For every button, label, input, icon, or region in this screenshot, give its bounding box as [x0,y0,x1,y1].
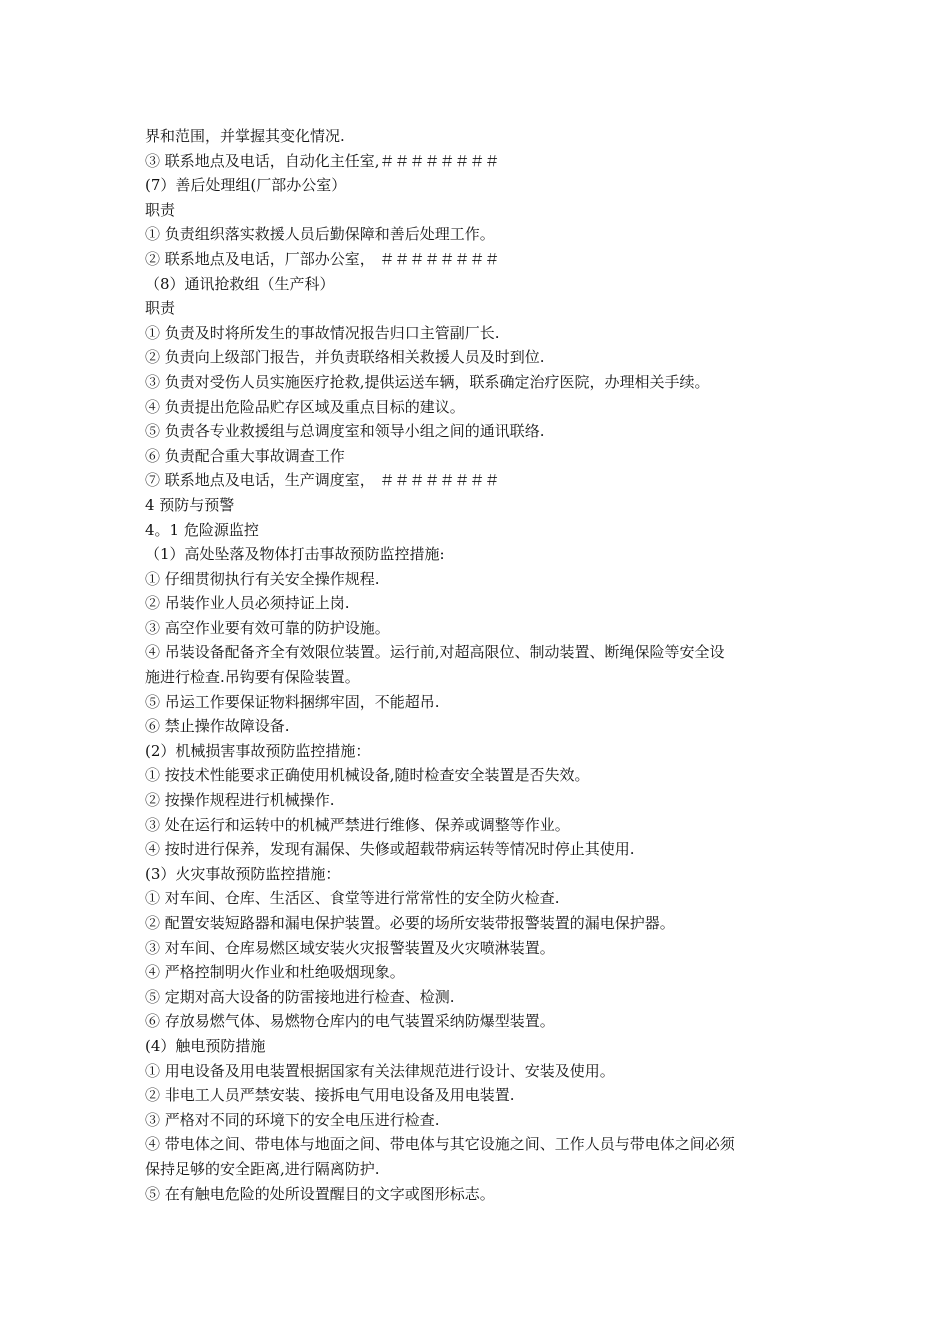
list-item: ② 负责向上级部门报告，并负责联络相关救援人员及时到位. [145,348,545,367]
list-item: ④ 带电体之间、带电体与地面之间、带电体与其它设施之间、工作人员与带电体之间必须 [145,1135,735,1154]
document-body [145,124,815,1206]
list-item: ② 按操作规程进行机械操作. [145,791,335,810]
list-item: ③ 严格对不同的环境下的安全电压进行检查. [145,1110,440,1129]
section-heading: （8）通讯抢救组（生产科） [145,274,335,293]
list-item: ② 配置安装短路器和漏电保护装置。必要的场所安装带报警装置的漏电保护器。 [145,914,675,932]
list-item: ④ 严格控制明火作业和杜绝吸烟现象。 [145,963,405,982]
list-item: ⑤ 在有触电危险的处所设置醒目的文字或图形标志。 [145,1184,495,1203]
subsection-heading: (3）火灾事故预防监控措施： [145,864,341,883]
list-item: ② 吊装作业人员必须持证上岗. [145,594,350,613]
text-line: ③ 联系地点及电话，自动化主任室,＃＃＃＃＃＃＃＃ [145,151,500,170]
list-item: ④ 按时进行保养，发现有漏保、失修或超载带病运转等情况时停止其使用. [145,840,635,859]
list-item: ⑥ 禁止操作故障设备. [145,717,290,736]
list-item: ① 用电设备及用电装置根据国家有关法律规范进行设计、安装及使用。 [145,1061,615,1080]
list-item: ② 联系地点及电话，厂部办公室， ＃＃＃＃＃＃＃＃ [145,249,500,268]
subsection-heading: (4）触电预防措施 [145,1036,266,1055]
section-heading: 4。1 危险源监控 [145,520,259,539]
list-item-continuation: 保持足够的安全距离,进行隔离防护. [145,1159,380,1178]
list-item: ⑤ 吊运工作要保证物料捆绑牢固，不能超吊. [145,692,440,711]
text-line: 界和范围，并掌握其变化情况. [145,127,345,145]
list-item: ④ 负责提出危险品贮存区域及重点目标的建议。 [145,397,465,416]
subsection-heading: （1）高处坠落及物体打击事故预防监控措施: [145,545,445,564]
list-item: ③ 对车间、仓库易燃区域安装火灾报警装置及火灾喷淋装置。 [145,938,555,957]
list-item: ⑦ 联系地点及电话，生产调度室， ＃＃＃＃＃＃＃＃ [145,471,500,490]
subsection-heading: (2）机械损害事故预防监控措施： [145,741,371,760]
list-item: ③ 高空作业要有效可靠的防护设施。 [145,618,390,637]
list-item: ③ 负责对受伤人员实施医疗抢救,提供运送车辆，联系确定治疗医院，办理相关手续。 [145,372,710,391]
list-item: ① 负责组织落实救援人员后勤保障和善后处理工作。 [145,225,495,244]
list-item: ⑥ 负责配合重大事故调查工作 [145,446,345,465]
text-line: 职责 [145,299,176,318]
list-item: ⑤ 定期对高大设备的防雷接地进行检查、检测. [145,987,455,1006]
list-item: ⑥ 存放易燃气体、易燃物仓库内的电气装置采纳防爆型装置。 [145,1012,555,1031]
list-item: ③ 处在运行和运转中的机械严禁进行维修、保养或调整等作业。 [145,815,570,834]
list-item-continuation: 施进行检查.吊钩要有保险装置。 [145,668,360,687]
list-item: ① 仔细贯彻执行有关安全操作规程. [145,569,380,588]
list-item: ① 负责及时将所发生的事故情况报告归口主管副厂长. [145,323,500,342]
list-item: ⑤ 负责各专业救援组与总调度室和领导小组之间的通讯联络. [145,422,545,441]
list-item: ④ 吊装设备配备齐全有效限位装置。运行前,对超高限位、制动装置、断绳保险等安全设 [145,643,725,662]
list-item: ① 按技术性能要求正确使用机械设备,随时检查安全装置是否失效。 [145,766,590,785]
chapter-heading: 4 预防与预警 [145,495,235,514]
list-item: ② 非电工人员严禁安装、接拆电气用电设备及用电装置. [145,1086,515,1105]
section-heading: (7）善后处理组(厂部办公室） [145,176,347,195]
list-item: ① 对车间、仓库、生活区、食堂等进行常常性的安全防火检查. [145,889,560,908]
text-line: 职责 [145,200,176,219]
